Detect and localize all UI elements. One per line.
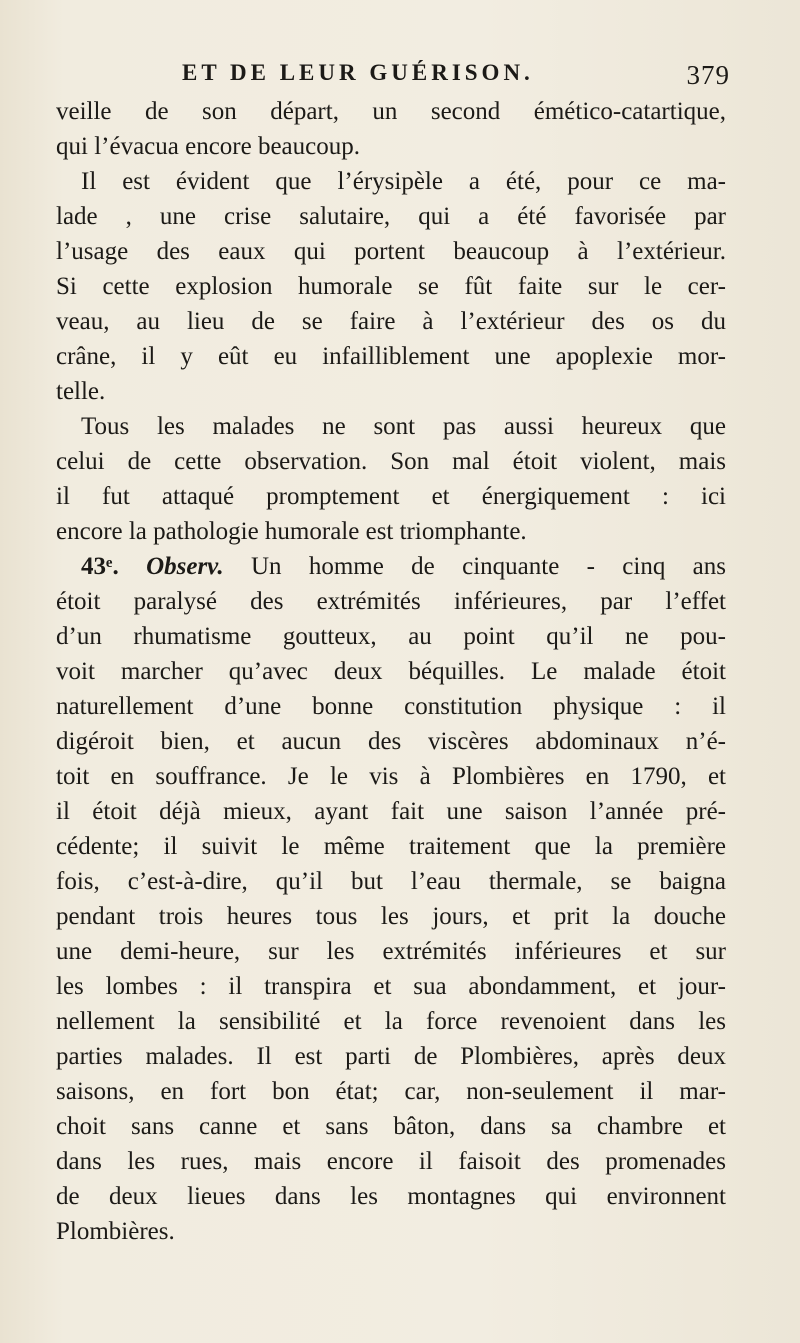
- text-line: naturellement d’une bonne constitution physique : il: [56, 693, 726, 720]
- text-line: Plombières.: [56, 1218, 175, 1245]
- text-line: parties malades. Il est parti de Plombières, après deux: [56, 1043, 726, 1070]
- text-line: de deux lieues dans les montagnes qui environnent: [56, 1183, 726, 1210]
- text-line: nellement la sensibilité et la force revenoient dans les: [56, 1008, 726, 1035]
- text-line: fois, c’est-à-dire, qu’il but l’eau thermale, se baigna: [56, 868, 726, 895]
- text-line: d’un rhumatisme goutteux, au point qu’il ne pou-: [56, 623, 726, 650]
- text-line: saisons, en fort bon état; car, non-seulement il mar-: [56, 1078, 726, 1105]
- text-line: Tous les malades ne sont pas aussi heureux que: [81, 413, 726, 440]
- text-line: lade , une crise salutaire, qui a été favorisée par: [56, 203, 726, 230]
- text-line: Si cette explosion humorale se fût faite sur le cer-: [56, 273, 726, 300]
- text-line: une demi-heure, sur les extrémités inférieures et sur: [56, 938, 726, 965]
- text-line: il étoit déjà mieux, ayant fait une saison l’année pré-: [56, 798, 726, 825]
- text-line: veille de son départ, un second émético-catartique,: [56, 98, 726, 125]
- text-line: toit en souffrance. Je le vis à Plombières en 1790, et: [56, 763, 726, 790]
- text-line: veau, au lieu de se faire à l’extérieur des os du: [56, 308, 726, 335]
- text-line: cédente; il suivit le même traitement que la première: [56, 833, 726, 860]
- text-line: dans les rues, mais encore il faisoit des promenades: [56, 1148, 726, 1175]
- text-line: encore la pathologie humorale est triomphante.: [56, 518, 527, 545]
- text-line: étoit paralysé des extrémités inférieures, par l’effet: [56, 588, 726, 615]
- text-line: celui de cette observation. Son mal étoit violent, mais: [56, 448, 726, 475]
- page-number: 379: [686, 60, 730, 90]
- text-line: voit marcher qu’avec deux béquilles. Le malade étoit: [56, 658, 726, 685]
- text-line: choit sans canne et sans bâton, dans sa chambre et: [56, 1113, 726, 1140]
- running-head: ET DE LEUR GUÉRISON.: [182, 60, 534, 85]
- text-line: l’usage des eaux qui portent beaucoup à l’extérieur.: [56, 238, 726, 265]
- observation-label: Observ.: [146, 553, 224, 580]
- text-line: crâne, il y eût eu infailliblement une apoplexie mor-: [56, 343, 726, 370]
- text-line: Il est évident que l’érysipèle a été, pour ce ma-: [81, 168, 726, 195]
- text-line: qui l’évacua encore beaucoup.: [56, 133, 361, 160]
- text-line: pendant trois heures tous les jours, et prit la douche: [56, 903, 726, 930]
- body-text: [56, 94, 726, 1249]
- text-line: les lombes : il transpira et sua abondamment, et jour-: [56, 973, 726, 1000]
- observation-first-line: Un homme de cinquante - cinq ans: [250, 553, 727, 580]
- text-line: telle.: [56, 378, 106, 405]
- text-line: il fut attaqué promptement et énergiquement : ici: [56, 483, 726, 510]
- text-line: digéroit bien, et aucun des viscères abdominaux n’é-: [56, 728, 726, 755]
- observation-number: 43ᵉ.: [81, 553, 119, 580]
- observation-heading-line: [56, 549, 726, 584]
